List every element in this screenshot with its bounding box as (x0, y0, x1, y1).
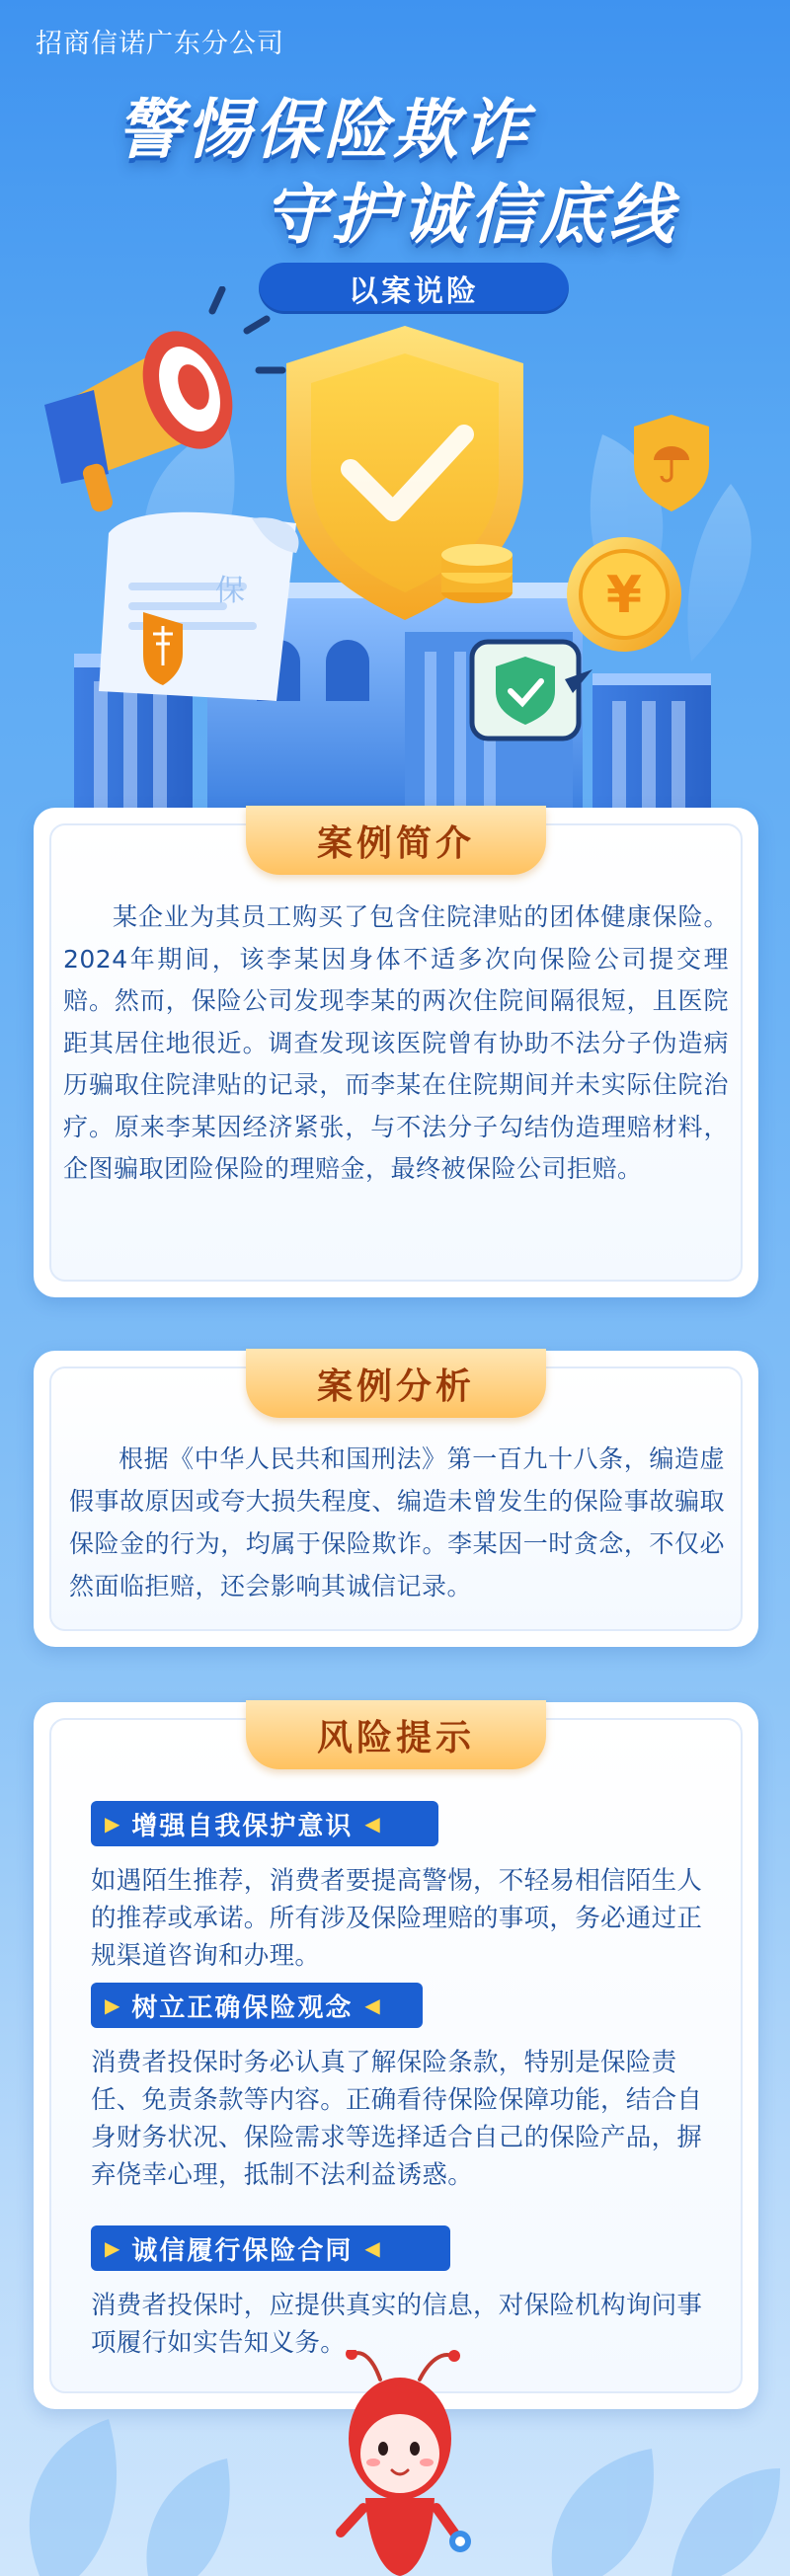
svg-text:¥: ¥ (605, 566, 643, 625)
headline-line-1: 警惕保险欺诈 (117, 92, 531, 168)
case-intro-text: 某企业为其员工购买了包含住院津贴的团体健康保险。2024年期间，该李某因身体不适多次向保险公司提交理赔。然而，保险公司发现李某的两次住院间隔很短，且医院距其居住地很近。调查发现该医院曾有协助不法分子伪造病历骗取住院津贴的记录，而李某在住院期间并未实际住院治疗。原来李某因经济紧张，与不法分子勾结伪造理赔材料，企图骗取团险保险的理赔金，最终被保险公司拒赔。 (63, 902, 729, 1183)
case-analysis-text: 根据《中华人民共和国刑法》第一百九十八条，编造虚假事故原因或夸大损失程度、编造未曾发生的保险事故骗取保险金的行为，均属于保险欺诈。李某因一时贪念，不仅必然面临拒赔，还会影响其诚信记录。 (69, 1444, 725, 1600)
risk-label-3 (91, 2225, 450, 2271)
svg-text:保: 保 (215, 574, 245, 608)
document-icon (99, 512, 299, 701)
triangle-right-icon: ▶ (105, 2236, 122, 2260)
coin-stack-icon (441, 544, 513, 603)
subtitle-pill: 以案说险 (259, 263, 569, 314)
risk-text-2: 消费者投保时务必认真了解保险条款，特别是保险责任、免责条款等内容。正确看待保险保障功能，结合自身财务状况、保险需求等选择适合自己的保险产品，摒弃侥幸心理，抵制不法利益诱惑。 (91, 2048, 703, 2190)
case-intro-heading: 案例简介 (246, 806, 546, 875)
case-analysis-heading: 案例分析 (246, 1349, 546, 1418)
headline-line-2: 守护诚信底线 (263, 177, 677, 253)
mascot-icon (341, 2350, 471, 2576)
risk-text-1: 如遇陌生推荐，消费者要提高警惕，不轻易相信陌生人的推荐或承诺。所有涉及保险理赔的事项，务必通过正规渠道咨询和办理。 (91, 1866, 703, 1971)
triangle-left-icon: ◀ (364, 1993, 382, 2017)
risk-card (34, 1702, 758, 2409)
risk-label-2-text: 树立正确保险观念 (131, 1992, 354, 2023)
yuan-coin-icon (567, 537, 681, 652)
bottom-illustration (0, 2350, 790, 2576)
brand-name: 招商信诺广东分公司 (36, 29, 284, 59)
case-intro-card (34, 808, 758, 1297)
chat-shield-icon (472, 642, 592, 739)
triangle-right-icon: ▶ (105, 1812, 122, 1835)
triangle-right-icon: ▶ (105, 1993, 122, 2017)
risk-label-2 (91, 1983, 423, 2028)
risk-label-1-text: 增强自我保护意识 (131, 1811, 354, 1841)
hero-illustration (0, 286, 790, 820)
case-analysis-card (34, 1351, 758, 1647)
risk-text-3: 消费者投保时，应提供真实的信息，对保险机构询问事项履行如实告知义务。 (91, 2291, 703, 2358)
risk-heading: 风险提示 (246, 1700, 546, 1769)
risk-label-3-text: 诚信履行保险合同 (131, 2235, 354, 2266)
risk-label-1 (91, 1801, 438, 1846)
triangle-left-icon: ◀ (364, 1812, 382, 1835)
triangle-left-icon: ◀ (364, 2236, 382, 2260)
